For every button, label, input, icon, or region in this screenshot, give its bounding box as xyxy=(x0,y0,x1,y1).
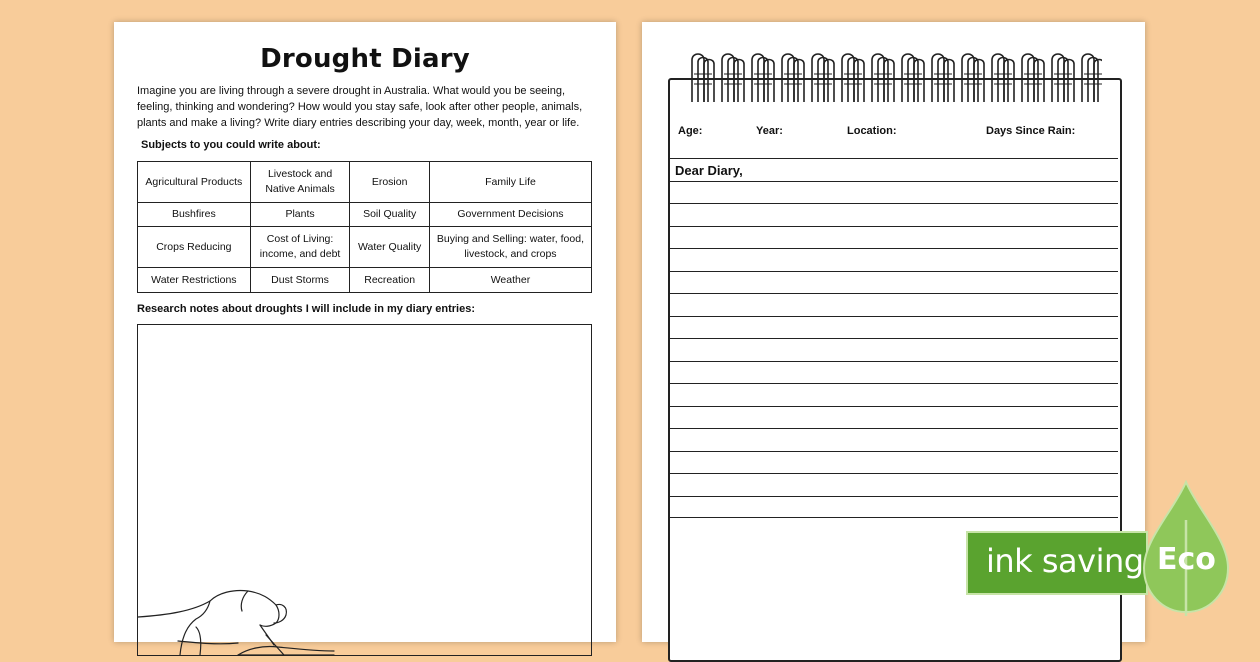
table-cell: Erosion xyxy=(350,162,430,203)
writing-line xyxy=(669,293,1118,316)
dear-diary-greeting: Dear Diary, xyxy=(675,163,743,178)
location-label: Location: xyxy=(847,125,897,137)
table-row xyxy=(138,227,592,268)
subjects-table xyxy=(137,161,592,293)
subjects-heading: Subjects to you could write about: xyxy=(141,139,321,151)
writing-line xyxy=(669,451,1118,474)
table-cell: Agricultural Products xyxy=(138,162,251,203)
writing-line xyxy=(669,203,1118,226)
table-cell: Buying and Selling: water, food, livestock, and crops xyxy=(429,227,591,268)
writing-line xyxy=(669,428,1118,451)
table-cell: Water Quality xyxy=(350,227,430,268)
table-cell: Plants xyxy=(250,203,350,227)
table-cell: Government Decisions xyxy=(429,203,591,227)
writing-line xyxy=(669,406,1118,429)
table-cell: Family Life xyxy=(429,162,591,203)
table-cell: Crops Reducing xyxy=(138,227,251,268)
writing-line xyxy=(669,473,1118,496)
ink-saving-banner xyxy=(966,531,1148,595)
writing-line xyxy=(669,158,1118,181)
writing-line xyxy=(669,181,1118,204)
writing-line xyxy=(669,361,1118,384)
table-cell: Recreation xyxy=(350,268,430,293)
table-cell: Cost of Living: income, and debt xyxy=(250,227,350,268)
writing-line xyxy=(669,383,1118,406)
table-cell: Bushfires xyxy=(138,203,251,227)
hand-writing-illustration xyxy=(138,565,338,655)
table-cell: Dust Storms xyxy=(250,268,350,293)
eco-label: Eco xyxy=(1157,542,1216,577)
diary-writing-lines xyxy=(669,158,1118,518)
writing-line xyxy=(669,338,1118,361)
age-label: Age: xyxy=(678,125,703,137)
table-row xyxy=(138,162,592,203)
intro-paragraph: Imagine you are living through a severe drought in Australia. What would you be seeing, feeling, thinking and wondering? How would you stay safe, look after other people, animals, plants and make a living? Write diary entries describing your day, week, month, year or life. xyxy=(137,85,583,129)
table-row xyxy=(138,268,592,293)
year-label: Year: xyxy=(756,125,783,137)
table-cell: Livestock and Native Animals xyxy=(250,162,350,203)
research-notes-box xyxy=(137,324,592,656)
ink-saving-label: ink saving xyxy=(986,542,1144,580)
worksheet-left-page xyxy=(114,22,616,642)
table-row xyxy=(138,203,592,227)
writing-line xyxy=(669,496,1118,519)
notes-heading: Research notes about droughts I will include in my diary entries: xyxy=(137,303,476,315)
table-cell: Soil Quality xyxy=(350,203,430,227)
writing-line xyxy=(669,226,1118,249)
table-cell: Weather xyxy=(429,268,591,293)
page-title: Drought Diary xyxy=(260,44,470,74)
writing-line xyxy=(669,271,1118,294)
writing-line xyxy=(669,248,1118,271)
table-cell: Water Restrictions xyxy=(138,268,251,293)
spiral-binding-icon xyxy=(690,50,1102,106)
writing-line xyxy=(669,316,1118,339)
days-since-rain-label: Days Since Rain: xyxy=(986,125,1076,137)
